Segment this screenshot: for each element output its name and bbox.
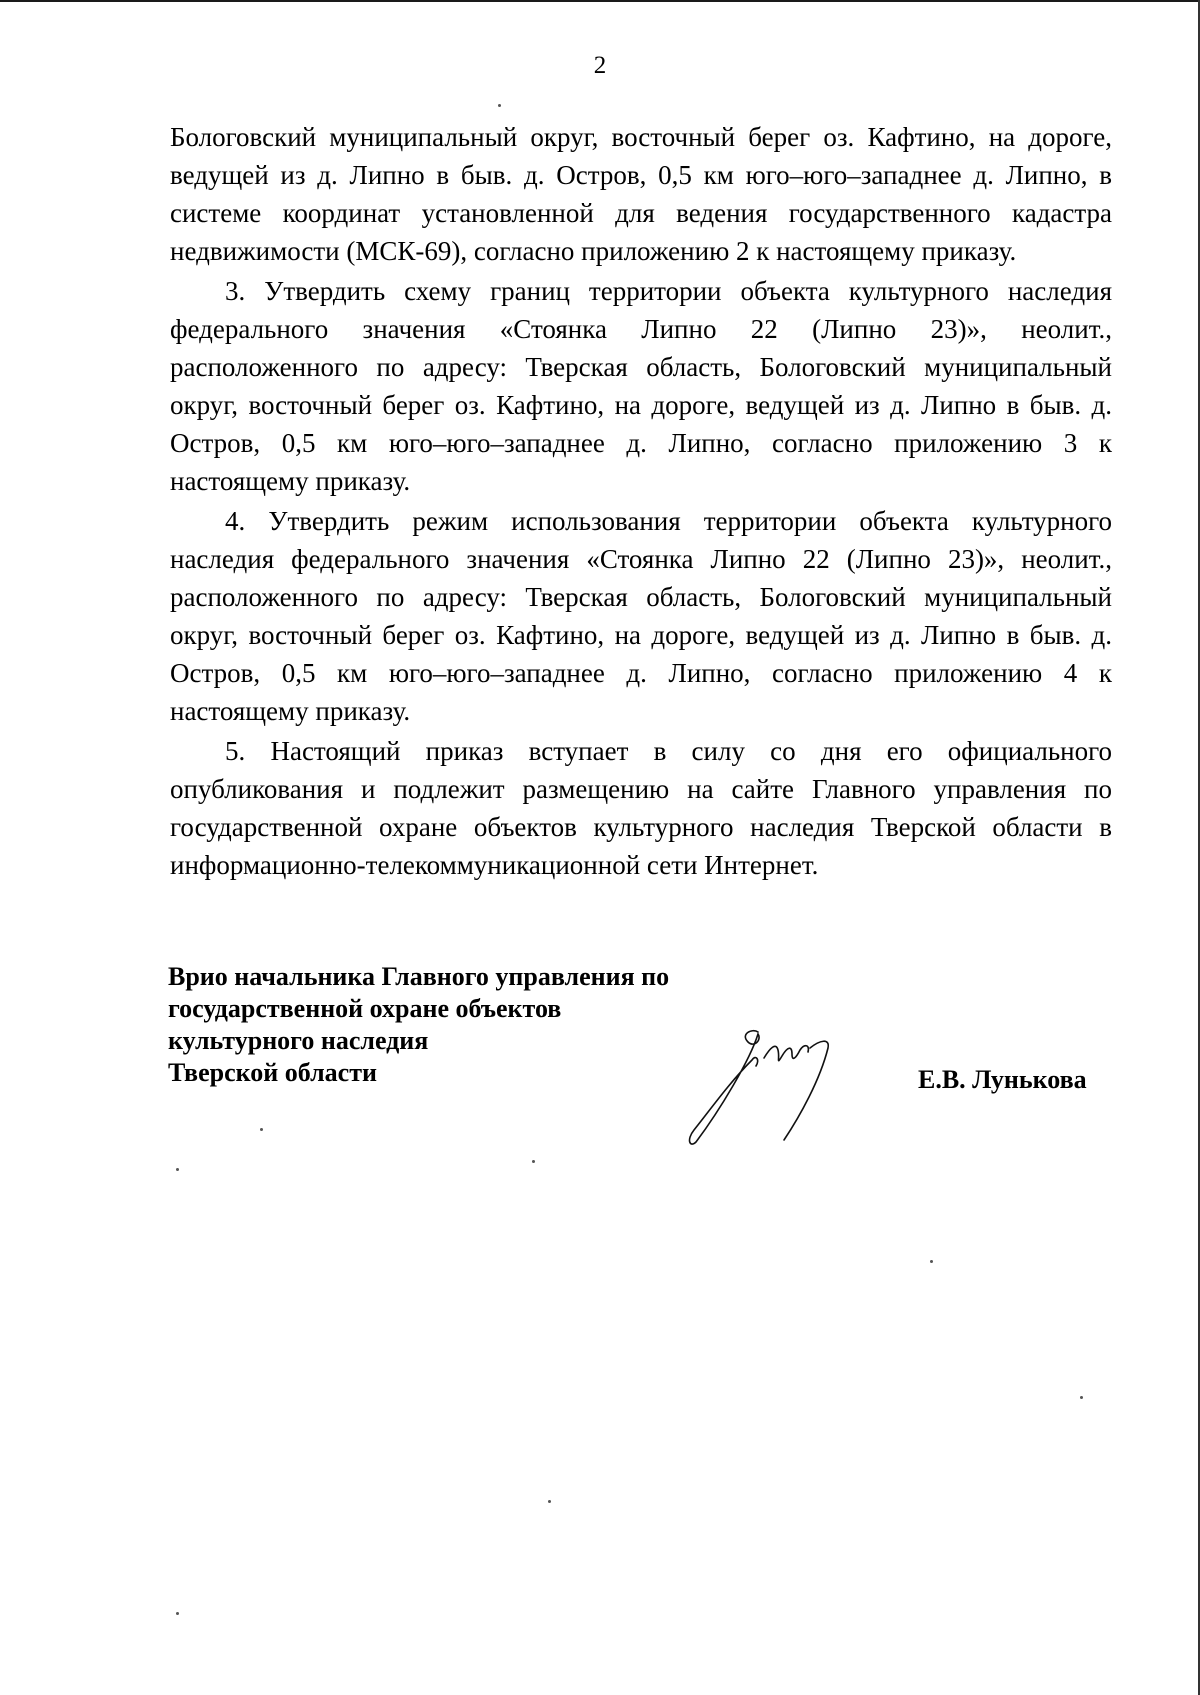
position-line: культурного наследия bbox=[168, 1026, 429, 1055]
paragraph-item-4: 4. Утвердить режим использования территории объекта культурного наследия федерального значения «Стоянка Липно 22 (Липно 23)», неолит., расположенного по адресу: Тверская область, Бологовский муниципальный округ, восточный берег оз. Кафтино, на дороге, ведущей из д. Липно в быв. д. Остров, 0,5 км юго–юго–западнее д. Липно, согласно приложению 4 к настоящему приказу. bbox=[170, 506, 1112, 726]
scan-speck bbox=[498, 104, 501, 107]
scan-speck bbox=[930, 1260, 933, 1263]
position-line: государственной охране объектов bbox=[168, 994, 562, 1023]
paragraph-continuation: Бологовский муниципальный округ, восточный берег оз. Кафтино, на дороге, ведущей из д. Липно в быв. д. Остров, 0,5 км юго–юго–западнее д. Липно, в системе координат установленной для ведения государственного кадастра недвижимости (МСК-69), согласно приложению 2 к настоящему приказу. bbox=[170, 122, 1112, 266]
scan-speck bbox=[176, 1612, 179, 1615]
signature-icon bbox=[680, 1020, 860, 1150]
scan-speck bbox=[1080, 1396, 1083, 1399]
document-body bbox=[170, 118, 1112, 886]
scan-speck bbox=[548, 1500, 551, 1503]
scan-speck bbox=[260, 1128, 263, 1131]
position-line: Врио начальника Главного управления по bbox=[168, 962, 670, 991]
position-line: Тверской области bbox=[168, 1058, 377, 1087]
page-number: 2 bbox=[593, 52, 607, 79]
signer-name: Е.В. Лунькова bbox=[918, 1065, 1087, 1094]
scan-speck bbox=[532, 1160, 535, 1163]
scan-speck bbox=[176, 1168, 179, 1171]
scan-edge-top bbox=[0, 0, 1200, 2]
paragraph-item-3: 3. Утвердить схему границ территории объекта культурного наследия федерального значения «Стоянка Липно 22 (Липно 23)», неолит., расположенного по адресу: Тверская область, Бологовский муниципальный округ, восточный берег оз. Кафтино, на дороге, ведущей из д. Липно в быв. д. Остров, 0,5 км юго–юго–западнее д. Липно, согласно приложению 3 к настоящему приказу. bbox=[170, 276, 1112, 496]
paragraph-item-5: 5. Настоящий приказ вступает в силу со дня его официального опубликования и подлежит размещению на сайте Главного управления по государственной охране объектов культурного наследия Тверской области в информационно-телекоммуникационной сети Интернет. bbox=[170, 736, 1112, 880]
